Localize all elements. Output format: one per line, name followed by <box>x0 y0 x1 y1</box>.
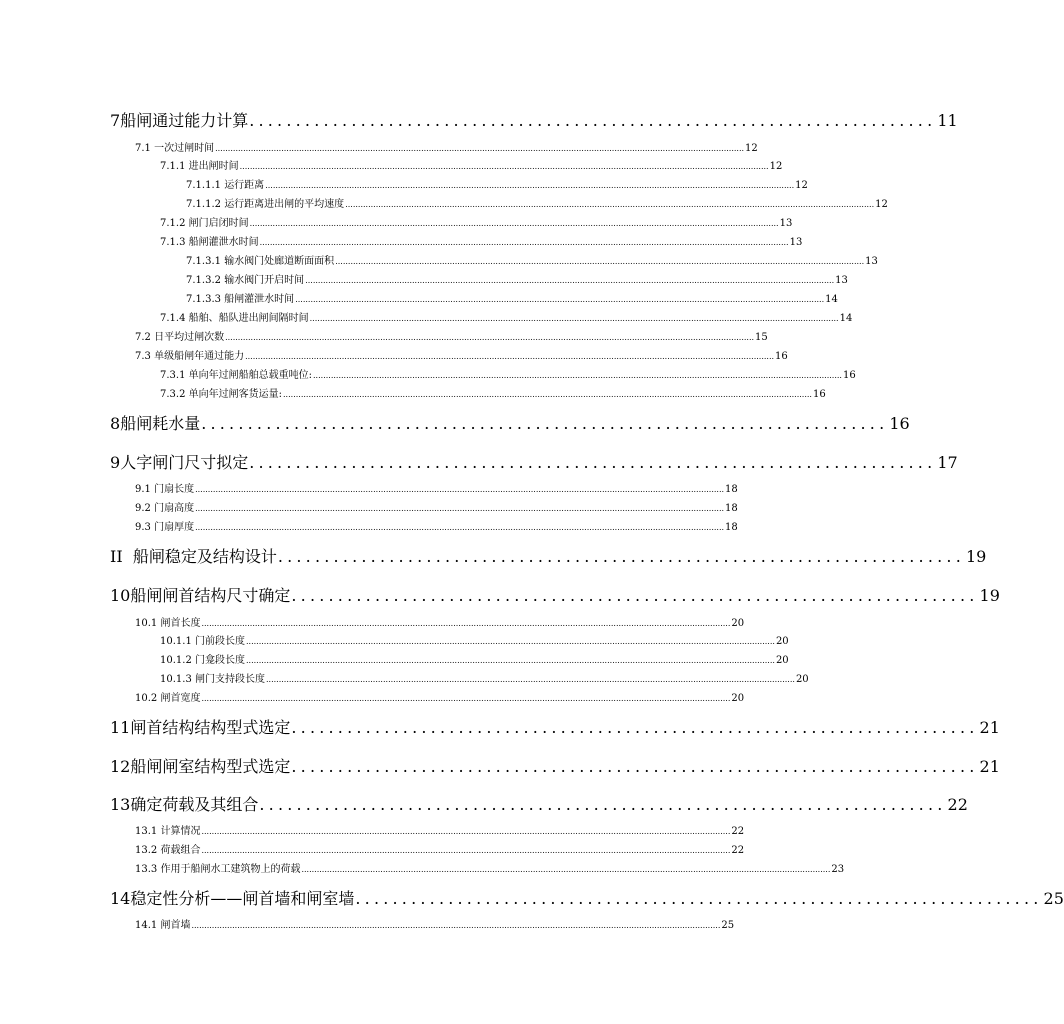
toc-leader: ................................................................................................................................................................................................................ <box>313 371 842 380</box>
toc-number: 14 <box>110 889 131 908</box>
toc-page: 16 <box>775 351 788 362</box>
toc-number: 9 <box>110 453 121 472</box>
toc-page: 20 <box>795 674 809 685</box>
toc-leader: ................................................................................................................................................................................................................ <box>201 846 731 855</box>
toc-page: 18 <box>725 503 738 514</box>
toc-page: 13 <box>835 275 848 286</box>
toc-title: 确定荷载及其组合 <box>130 795 259 814</box>
toc-number: 7.1.1.1 <box>186 180 221 191</box>
toc-page: 20 <box>775 636 789 647</box>
toc-page: 23 <box>831 864 845 875</box>
toc-title: 荷载组合 <box>160 845 201 856</box>
toc-number: 10.1.1 <box>160 636 192 647</box>
toc-page: 12 <box>745 143 758 154</box>
toc-title: 门扇厚度 <box>154 522 195 533</box>
toc-entry[interactable] <box>160 651 789 666</box>
toc-title: 作用于船闸水工建筑物上的荷载 <box>160 864 301 875</box>
toc-leader: ................................................................................................................................................................................................................ <box>201 827 731 836</box>
toc-entry[interactable] <box>135 480 738 495</box>
toc-page: 14 <box>825 294 838 305</box>
toc-number: 10 <box>110 586 131 605</box>
toc-entry[interactable] <box>160 233 803 248</box>
toc-title: 船舶、船队进出闸间隔时间 <box>188 313 309 324</box>
toc-entry[interactable] <box>160 385 826 400</box>
toc-page: 25 <box>1043 889 1064 908</box>
toc-entry[interactable] <box>160 157 783 172</box>
toc-leader: ................................................................................................................................................................................................................ <box>239 162 769 171</box>
toc-title: 船闸耗水量 <box>120 414 201 433</box>
toc-leader: ................................................................................................................................................................................................................ <box>301 865 831 874</box>
toc-leader: ................................................................................................................................................................................................................ <box>309 314 839 323</box>
toc-number: 7.1 <box>135 143 151 154</box>
toc-entry[interactable] <box>110 108 958 131</box>
toc-entry[interactable] <box>186 271 848 286</box>
toc-leader: ................................................................................................................................................................................................................ <box>305 276 835 285</box>
toc-title: 一次过闸时间 <box>154 143 215 154</box>
toc-entry[interactable] <box>135 822 745 837</box>
toc-entry[interactable] <box>160 632 789 647</box>
toc-entry[interactable] <box>110 886 1064 909</box>
toc-title: 闸首宽度 <box>160 693 201 704</box>
toc-title: 稳定性分析——闸首墙和闸室墙 <box>130 889 355 908</box>
toc-number: 13.3 <box>135 864 158 875</box>
toc-entry[interactable] <box>186 176 808 191</box>
toc-page: 15 <box>755 332 768 343</box>
toc-leader: .......................................................................... <box>291 586 979 605</box>
toc-title: 闸首墙 <box>160 920 191 931</box>
toc-leader: .......................................................................... <box>277 547 965 566</box>
toc-number: 7.1.1.2 <box>186 199 221 210</box>
toc-number: 7.1.3.2 <box>186 275 221 286</box>
toc-title: 闸门启闭时间 <box>188 218 249 229</box>
toc-leader: ................................................................................................................................................................................................................ <box>201 619 731 628</box>
toc-entry[interactable] <box>110 583 1000 606</box>
toc-number: 7.1.4 <box>160 313 186 324</box>
toc-number: 13.1 <box>135 826 158 837</box>
toc-page: 21 <box>979 757 1000 776</box>
toc-number: 7.1.3 <box>160 237 186 248</box>
toc-entry[interactable] <box>135 860 845 875</box>
toc-entry[interactable] <box>160 670 809 685</box>
toc-number: 7.3 <box>135 351 151 362</box>
toc-page: 13 <box>779 218 793 229</box>
toc-number: 9.3 <box>135 522 151 533</box>
toc-leader: .......................................................................... <box>249 111 937 130</box>
toc-title: 船闸闸首结构尺寸确定 <box>130 586 291 605</box>
toc-leader: ................................................................................................................................................................................................................ <box>249 219 779 228</box>
toc-number: 13 <box>110 795 131 814</box>
toc-title: 进出闸时间 <box>188 161 239 172</box>
toc-page: 22 <box>731 826 745 837</box>
toc-number: 10.1.3 <box>160 674 192 685</box>
toc-entry[interactable] <box>135 499 738 514</box>
toc-entry[interactable] <box>135 841 745 856</box>
toc-leader: .......................................................................... <box>249 453 937 472</box>
toc-page: 20 <box>731 693 745 704</box>
toc-page: 16 <box>812 389 826 400</box>
toc-number: 10.2 <box>135 693 158 704</box>
toc-page: 20 <box>731 618 745 629</box>
toc-entry[interactable] <box>160 309 853 324</box>
toc-entry[interactable] <box>160 214 793 229</box>
toc-title: 船闸灌泄水时间 <box>224 294 295 305</box>
toc-entry[interactable] <box>110 792 968 815</box>
toc-page: 19 <box>979 586 1000 605</box>
toc-title: 船闸稳定及结构设计 <box>132 547 277 566</box>
toc-leader: ................................................................................................................................................................................................................ <box>283 390 812 399</box>
toc-page: 20 <box>775 655 789 666</box>
toc-number: 7.1.3.3 <box>186 294 221 305</box>
toc-entry[interactable] <box>186 290 838 305</box>
toc-page: 22 <box>731 845 745 856</box>
toc-leader: .......................................................................... <box>291 718 979 737</box>
toc-page: 16 <box>889 414 910 433</box>
toc-title: 船闸闸室结构型式选定 <box>130 757 291 776</box>
toc-leader: .......................................................................... <box>291 757 979 776</box>
toc-leader: ................................................................................................................................................................................................................ <box>245 352 775 361</box>
toc-number: 7.3.1 <box>160 370 186 381</box>
toc-entry[interactable] <box>135 518 738 533</box>
toc-page: 12 <box>795 180 808 191</box>
toc-entry[interactable] <box>110 754 1000 777</box>
toc-page: 25 <box>721 920 735 931</box>
toc-number: 7 <box>110 111 121 130</box>
toc-title: 闸首长度 <box>160 618 201 629</box>
toc-page: 18 <box>725 484 738 495</box>
toc-leader: ................................................................................................................................................................................................................ <box>259 238 789 247</box>
toc-page: 16 <box>842 370 856 381</box>
toc-entry[interactable] <box>110 544 987 567</box>
toc-leader: ................................................................................................................................................................................................................ <box>195 523 725 532</box>
toc-leader: ................................................................................................................................................................................................................ <box>201 694 731 703</box>
toc-leader: ................................................................................................................................................................................................................ <box>246 637 775 646</box>
toc-number: 12 <box>110 757 131 776</box>
toc-title: 门龛段长度 <box>195 655 245 666</box>
toc-leader: ................................................................................................................................................................................................................ <box>191 921 721 930</box>
toc-number: 7.2 <box>135 332 151 343</box>
toc-title: 单级船闸年通过能力 <box>154 351 245 362</box>
toc-page: 18 <box>725 522 738 533</box>
toc-entry[interactable] <box>110 450 958 473</box>
toc-leader: .......................................................................... <box>201 414 889 433</box>
toc-number: 7.1.1 <box>160 161 186 172</box>
toc-entry[interactable] <box>110 715 1000 738</box>
toc-title: 船闸通过能力计算 <box>120 111 249 130</box>
toc-leader: ................................................................................................................................................................................................................ <box>215 144 745 153</box>
toc-page: 12 <box>769 161 783 172</box>
toc-title: 船闸灌泄水时间 <box>188 237 259 248</box>
toc-title: 人字闸门尺寸拟定 <box>120 453 249 472</box>
toc-title: 门扇高度 <box>154 503 195 514</box>
toc-page: 21 <box>979 718 1000 737</box>
toc-leader: ................................................................................................................................................................................................................ <box>265 181 795 190</box>
toc-title: 闸首结构结构型式选定 <box>130 718 291 737</box>
toc-title: 闸门支持段长度 <box>195 674 265 685</box>
toc-entry[interactable] <box>186 195 888 210</box>
toc-leader: ................................................................................................................................................................................................................ <box>345 200 875 209</box>
toc-title: 单向年过闸客货运量: <box>188 389 283 400</box>
toc-page: 22 <box>947 795 968 814</box>
toc-leader: ................................................................................................................................................................................................................ <box>195 504 725 513</box>
toc-entry[interactable] <box>135 689 745 704</box>
toc-title: 计算情况 <box>160 826 201 837</box>
toc-number: 9.2 <box>135 503 151 514</box>
toc-page: 17 <box>937 453 958 472</box>
toc-title: 单向年过闸船舶总载重吨位: <box>188 370 313 381</box>
toc-page: 13 <box>865 256 878 267</box>
toc-entry[interactable] <box>110 411 910 434</box>
toc-number: II <box>110 547 123 566</box>
toc-title: 运行距离进出闸的平均速度 <box>224 199 345 210</box>
toc-number: 11 <box>110 718 131 737</box>
toc-leader: ................................................................................................................................................................................................................ <box>195 485 725 494</box>
toc-number: 10.1.2 <box>160 655 192 666</box>
toc-number: 7.3.2 <box>160 389 186 400</box>
toc-page: 14 <box>839 313 853 324</box>
toc-entry[interactable] <box>186 252 878 267</box>
toc-leader: ................................................................................................................................................................................................................ <box>225 333 755 342</box>
toc-page: 11 <box>937 111 958 130</box>
toc-number: 7.1.3.1 <box>186 256 221 267</box>
toc-number: 9.1 <box>135 484 151 495</box>
toc-leader: ................................................................................................................................................................................................................ <box>266 675 795 684</box>
toc-number: 14.1 <box>135 920 158 931</box>
toc-entry[interactable] <box>135 328 768 343</box>
toc-page: 19 <box>966 547 987 566</box>
toc-title: 门扇长度 <box>154 484 195 495</box>
toc-title: 输水阀门开启时间 <box>224 275 305 286</box>
toc-number: 8 <box>110 414 121 433</box>
toc-leader: .......................................................................... <box>259 795 947 814</box>
toc-number: 7.1.2 <box>160 218 186 229</box>
toc-number: 10.1 <box>135 618 158 629</box>
toc-leader: ................................................................................................................................................................................................................ <box>246 656 775 665</box>
toc-number: 13.2 <box>135 845 158 856</box>
toc-entry[interactable] <box>160 366 856 381</box>
toc-title: 日平均过闸次数 <box>154 332 225 343</box>
toc-page: 13 <box>789 237 803 248</box>
toc-title: 输水阀门处廊道断面面积 <box>224 256 335 267</box>
toc-title: 门前段长度 <box>195 636 245 647</box>
toc-page: 12 <box>875 199 888 210</box>
toc-entry[interactable] <box>135 916 735 931</box>
toc-entry[interactable] <box>135 347 788 362</box>
toc-entry[interactable] <box>135 614 745 629</box>
toc-entry[interactable] <box>135 139 758 154</box>
toc-title: 运行距离 <box>224 180 265 191</box>
toc-leader: ................................................................................................................................................................................................................ <box>335 257 865 266</box>
toc-leader: .......................................................................... <box>355 889 1043 908</box>
toc-leader: ................................................................................................................................................................................................................ <box>295 295 825 304</box>
